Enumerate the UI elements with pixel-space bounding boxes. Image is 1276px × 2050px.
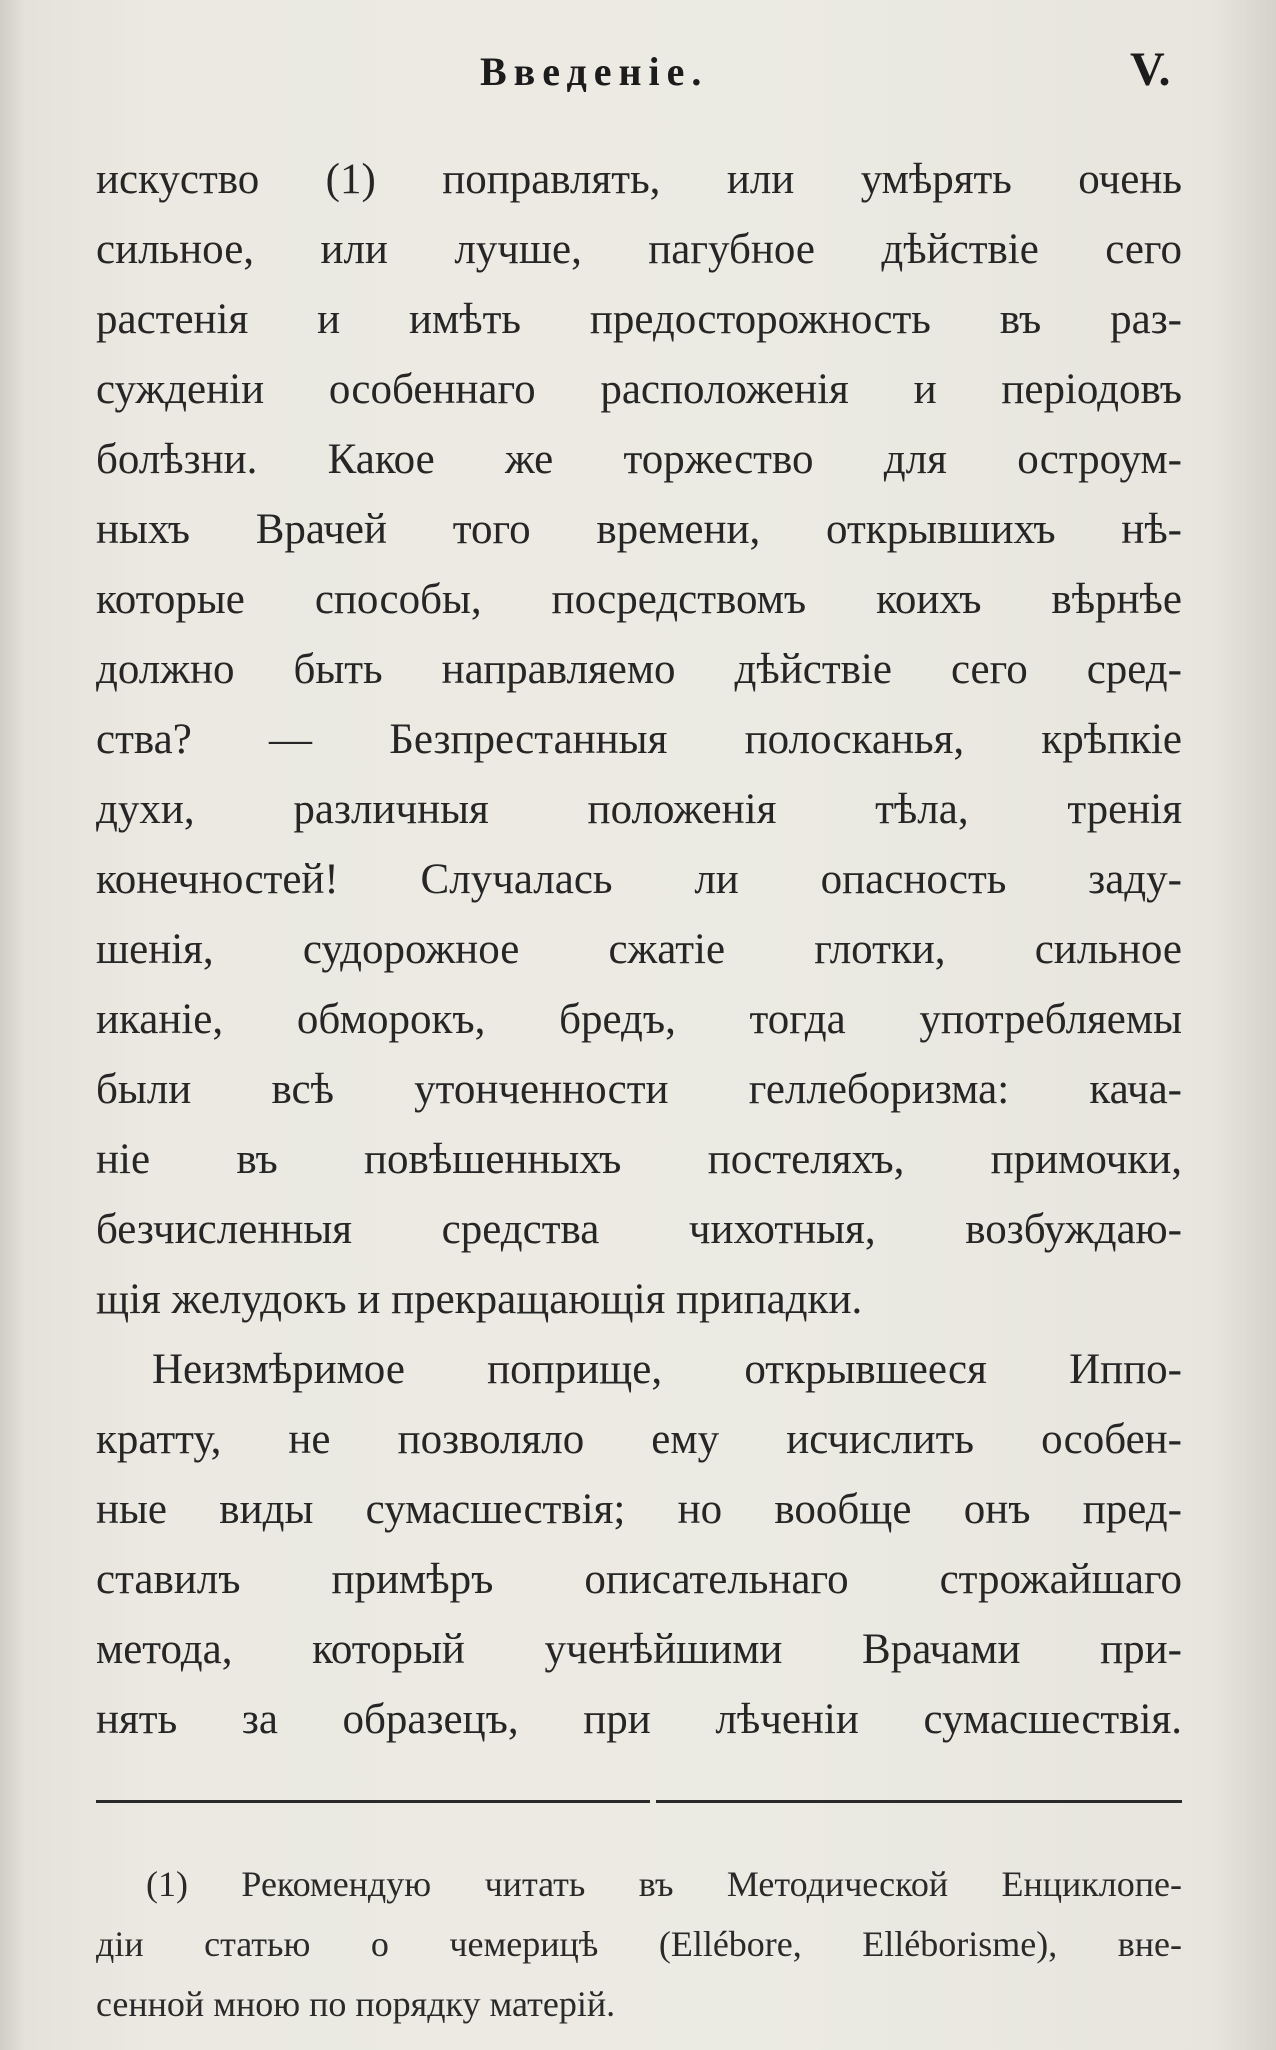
footnote-line: сенной мною по порядку матерій. xyxy=(96,1984,616,2024)
text-line: которые способы, посредствомъ коихъ вѣрнѣе xyxy=(96,576,1182,623)
text-line: безчисленныя средства чихотныя, возбуждаю- xyxy=(96,1206,1182,1253)
text-line: должно быть направляемо дѣйствіе сего сред- xyxy=(96,646,1182,693)
text-line: ніе въ повѣшенныхъ постеляхъ, примочки, xyxy=(96,1136,1182,1183)
text-line: болѣзни. Какое же торжество для остроум- xyxy=(96,436,1182,483)
text-line: ныхъ Врачей того времени, открывшихъ нѣ- xyxy=(96,506,1182,553)
text-line: были всѣ утонченности геллеборизма: кача- xyxy=(96,1066,1182,1113)
paragraph-first-line: Неизмѣримое поприще, открывшееся Иппо- xyxy=(152,1346,1182,1393)
running-header-title: Введеніе. xyxy=(480,49,709,94)
text-line: ные виды сумасшествія; но вообще онъ пред- xyxy=(96,1486,1182,1533)
text-line: щія желудокъ и прекращающія припадки. xyxy=(96,1276,863,1323)
footnote-line: діи статью о чемерицѣ (Ellébore, Elléborisme), вне- xyxy=(96,1924,1182,1964)
text-line: ставилъ примѣръ описательнаго строжайшаго xyxy=(96,1556,1182,1603)
text-line: искуство (1) поправлять, или умѣрять очень xyxy=(96,156,1182,203)
text-line: нять за образецъ, при лѣченіи сумасшествія. xyxy=(96,1696,1182,1743)
text-line: духи, различныя положенія тѣла, тренія xyxy=(96,786,1182,833)
text-line: метода, который ученѣйшими Врачами при- xyxy=(96,1626,1182,1673)
footnote-line: (1) Рекомендую читать въ Методической Енциклопе- xyxy=(146,1864,1182,1904)
text-line: иканіе, обморокъ, бредъ, тогда употребляемы xyxy=(96,996,1182,1043)
text-line: шенія, судорожное сжатіе глотки, сильное xyxy=(96,926,1182,973)
footnote-rule xyxy=(656,1800,1182,1803)
page-number: V. xyxy=(1130,43,1171,96)
text-line: растенія и имѣть предосторожность въ раз- xyxy=(96,296,1182,343)
text-line: кратту, не позволяло ему исчислить особен- xyxy=(96,1416,1182,1463)
text-line: ства? — Безпрестанныя полосканья, крѣпкіе xyxy=(96,716,1182,763)
text-line: конечностей! Случалась ли опасность заду- xyxy=(96,856,1182,903)
text-line: сильное, или лучше, пагубное дѣйствіе сего xyxy=(96,226,1182,273)
text-line: сужденіи особеннаго расположенія и періодовъ xyxy=(96,366,1182,413)
footnote-rule xyxy=(96,1800,650,1803)
